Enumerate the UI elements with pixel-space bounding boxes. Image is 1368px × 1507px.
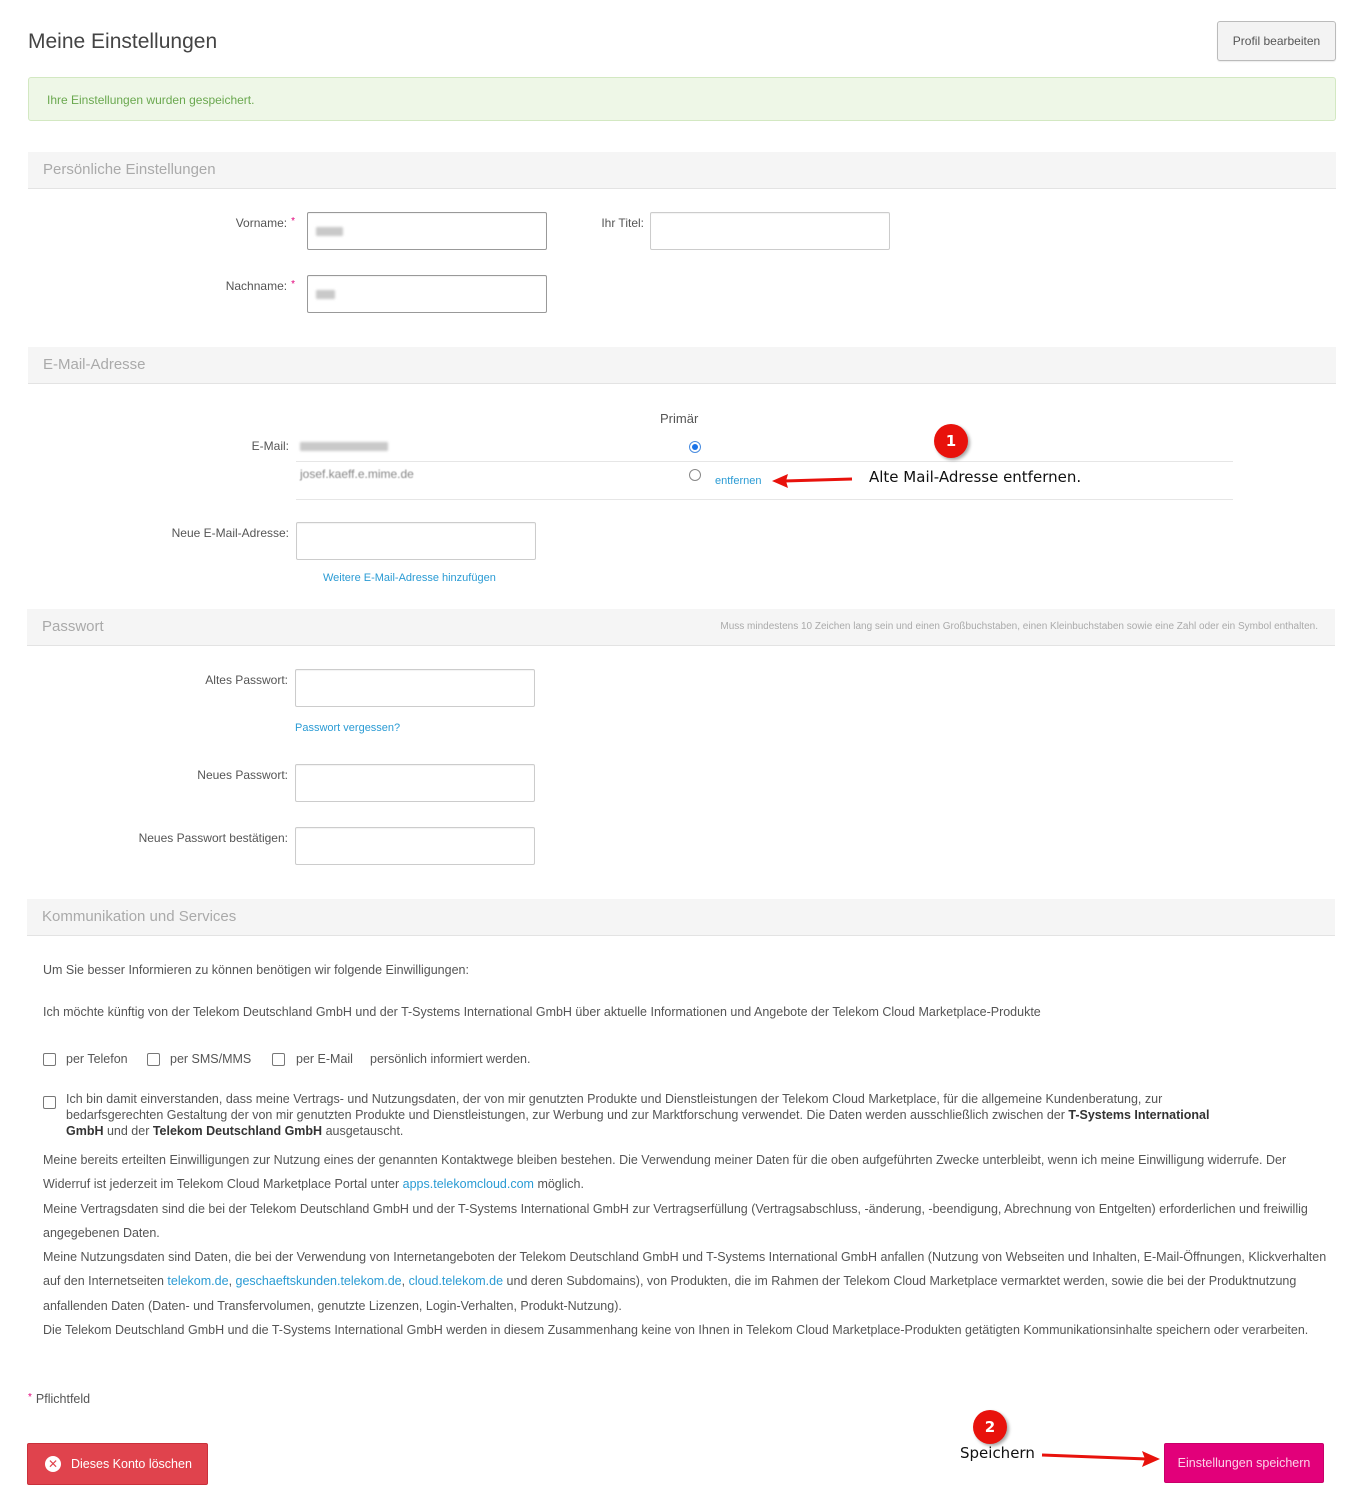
section-email [28, 347, 1336, 384]
page-title: Meine Einstellungen [28, 30, 218, 53]
cloud-telekom-link[interactable]: cloud.telekom.de [408, 1274, 504, 1289]
secondary-email-radio[interactable] [689, 469, 701, 481]
separator: , [228, 1274, 236, 1289]
consent-part: und der [103, 1124, 153, 1138]
checkbox-sms[interactable] [147, 1053, 160, 1066]
section-communication-heading: Kommunikation und Services [42, 908, 237, 925]
geschaeftskunden-link[interactable]: geschaeftskunden.telekom.de [235, 1274, 402, 1289]
firstname-label-wrap [150, 216, 295, 230]
password-requirement-hint: Muss mindestens 10 Zeichen lang sein und einen Großbuchstaben, einen Kleinbuchstaben sowie eine Zahl oder ein Symbol enthalten. [720, 621, 1318, 632]
legal-para: Meine Nutzungsdaten sind Daten, die bei der Verwendung von Internetangeboten der Telekom Deutschland GmbH und T-Systems International GmbH anfallen (Nutzung von Webseiten und Inhalten, E-Mail-Öffnungen, Klickverhalten auf den Internetseiten [43, 1250, 1327, 1289]
checkbox-email[interactable] [272, 1053, 285, 1066]
checkbox-phone-label: per Telefon [66, 1052, 128, 1066]
section-email-heading: E-Mail-Adresse [43, 356, 146, 373]
checkbox-data-consent[interactable] [43, 1096, 56, 1109]
close-circle-icon: ✕ [45, 1456, 61, 1472]
consent-company: Telekom Deutschland GmbH [152, 1124, 323, 1138]
old-password-label: Altes Passwort: [205, 673, 288, 687]
telekom-link[interactable]: telekom.de [167, 1274, 229, 1289]
divider [296, 461, 1233, 462]
annotation-badge-1: 1 [934, 424, 968, 458]
delete-account-button[interactable] [27, 1443, 208, 1485]
edit-profile-button[interactable]: Profil bearbeiten [1217, 21, 1336, 61]
legal-para: möglich. [533, 1177, 584, 1192]
annotation-arrow-1 [770, 470, 860, 490]
lastname-label-wrap [150, 279, 295, 293]
new-email-input[interactable] [296, 522, 536, 560]
consent-part: Ich bin damit einverstanden, dass meine Vertrags- und Nutzungsdaten, der von mir genutzten Produkte und Dienstleistungen der Telekom Cloud Marketplace, für die allgemeine Kundenberatung, zur bedarfsgerechten Gestaltung der von mir genutzten Produkte und Dienstleistungen, zur Werbung und zur Marktforschung verwendet. Die Daten werden ausschließlich zwischen der [66, 1092, 1163, 1122]
remove-email-link[interactable]: entfernen [715, 475, 762, 487]
delete-account-label: Dieses Konto löschen [71, 1457, 192, 1471]
required-marker: * [28, 1392, 32, 1403]
arrow-head [772, 474, 788, 488]
checkbox-sms-label: per SMS/MMS [170, 1052, 252, 1066]
legal-para: Die Telekom Deutschland GmbH und die T-Systems International GmbH werden in diesem Zusammenhang keine von Ihnen in Telekom Cloud Marketplace-Produkten getätigten Kommunikationsinhalte speichern oder verarbeiten. [43, 1323, 1309, 1338]
arrow-shaft [784, 479, 852, 481]
redacted-value [316, 290, 335, 299]
primary-email-radio[interactable] [689, 441, 701, 453]
annotation-badge-2: 2 [973, 1410, 1007, 1444]
success-alert: Ihre Einstellungen wurden gespeichert. [28, 77, 1336, 121]
portal-link[interactable]: apps.telekomcloud.com [402, 1177, 534, 1192]
annotation-arrow-2 [1038, 1448, 1162, 1468]
section-password [27, 609, 1335, 646]
annotation-note-2: Speichern [960, 1444, 1035, 1462]
new-email-label: Neue E-Mail-Adresse: [171, 526, 289, 540]
lastname-label: Nachname: [225, 279, 288, 293]
legal-para: Meine Vertragsdaten sind die bei der Telekom Deutschland GmbH und der T-Systems International GmbH zur Vertragserfüllung (Vertragsabschluss, -änderung, -beendigung, Abrechnung von Entgelten) erforderlichen und freiwillig angegebenen Daten. [43, 1201, 1308, 1240]
secondary-email-value: josef.kaeff.e.mime.de [300, 467, 414, 481]
consent-company: T-Systems International GmbH [66, 1108, 1210, 1138]
consent-intro: Um Sie besser Informieren zu können benötigen wir folgende Einwilligungen: [43, 963, 469, 977]
separator: , [401, 1274, 409, 1289]
annotation-note-1: Alte Mail-Adresse entfernen. [869, 468, 1082, 486]
consent-part: ausgetauscht. [322, 1124, 404, 1138]
confirm-password-label: Neues Passwort bestätigen: [138, 831, 288, 845]
section-personal-heading: Persönliche Einstellungen [43, 161, 216, 178]
section-communication [27, 899, 1335, 936]
add-email-link[interactable]: Weitere E-Mail-Adresse hinzufügen [323, 572, 496, 584]
redacted-value [316, 227, 343, 236]
required-marker: * [291, 279, 295, 290]
required-note [28, 1392, 90, 1406]
save-settings-button[interactable]: Einstellungen speichern [1164, 1443, 1324, 1483]
lastname-input[interactable] [307, 275, 547, 313]
new-password-input[interactable] [295, 764, 535, 802]
required-marker: * [291, 216, 295, 227]
section-personal [28, 152, 1336, 189]
old-password-input[interactable] [295, 669, 535, 707]
title-label: Ihr Titel: [601, 216, 644, 230]
data-consent-text [66, 1091, 1236, 1139]
firstname-label: Vorname: [235, 216, 288, 230]
firstname-input[interactable] [307, 212, 547, 250]
confirm-password-input[interactable] [295, 827, 535, 865]
checkbox-email-label: per E-Mail [296, 1052, 353, 1066]
checkbox-phone[interactable] [43, 1053, 56, 1066]
required-note-label: Pflichtfeld [35, 1392, 91, 1406]
new-password-label: Neues Passwort: [197, 768, 288, 782]
redacted-primary-email [300, 442, 388, 451]
legal-para: Meine bereits erteilten Einwilligungen zur Nutzung eines der genannten Kontaktwege bleiben bestehen. Die Verwendung meiner Daten für die oben aufgeführten Zwecke unterbleibt, wenn ich meine Einwilligung widerrufe. Der Widerruf ist jederzeit im Telekom Cloud Marketplace Portal unter [43, 1153, 1287, 1192]
legal-para: und deren Subdomains), von Produkten, die im Rahmen der Telekom Cloud Marketplace vermarktet werden, sowie die bei der Produktnutzung anfallenden Daten (Daten- und Transfervolumen, genutzte Lizenzen, Login-Verhalten, Produkt-Nutzung). [43, 1274, 1297, 1313]
channel-suffix-text: persönlich informiert werden. [370, 1052, 531, 1066]
title-input[interactable] [650, 212, 890, 250]
primary-column-header: Primär [660, 411, 699, 426]
email-label: E-Mail: [251, 439, 289, 453]
legal-text [43, 1148, 1333, 1342]
arrow-shaft [1042, 1455, 1146, 1459]
forgot-password-link[interactable]: Passwort vergessen? [295, 722, 401, 734]
section-password-heading: Passwort [42, 618, 104, 635]
divider [296, 499, 1233, 500]
offers-text: Ich möchte künftig von der Telekom Deutschland GmbH und der T-Systems International GmbH über aktuelle Informationen und Angebote der Telekom Cloud Marketplace-Produkte [43, 1005, 1041, 1019]
